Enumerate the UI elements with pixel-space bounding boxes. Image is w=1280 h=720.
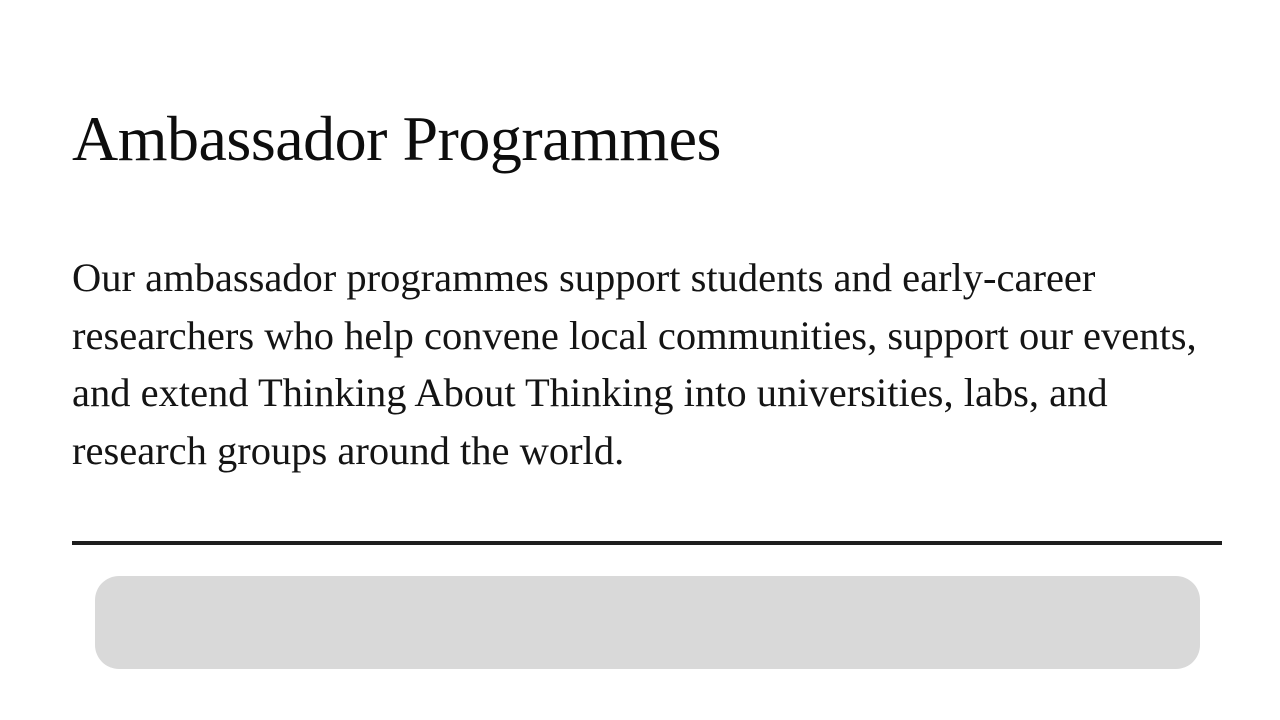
intro-paragraph: Our ambassador programmes support students and early-career researchers who help convene local communities, support our events, and extend Thinking About Thinking into universities, labs, and research groups around the world. — [72, 255, 1197, 473]
page-title: Ambassador Programmes — [72, 103, 721, 174]
section-divider — [72, 541, 1222, 545]
ambassador-programmes-section — [72, 0, 1222, 720]
placeholder-card — [95, 576, 1200, 669]
